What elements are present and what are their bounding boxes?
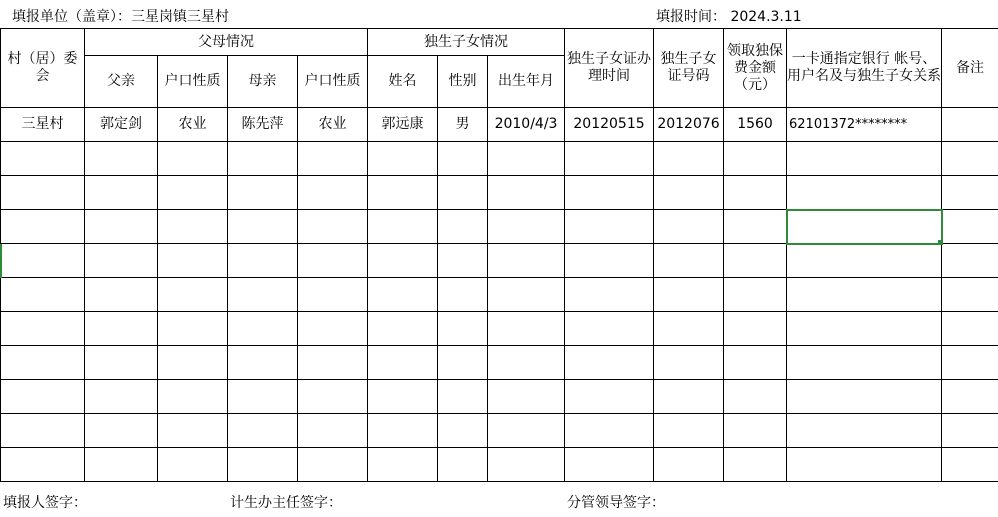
empty-cell[interactable] <box>438 346 488 380</box>
empty-cell[interactable] <box>158 278 228 312</box>
empty-cell[interactable] <box>368 278 438 312</box>
empty-cell[interactable] <box>787 414 942 448</box>
empty-cell[interactable] <box>488 244 565 278</box>
header-mother[interactable]: 母亲 <box>228 56 298 108</box>
empty-cell[interactable] <box>488 346 565 380</box>
empty-cell[interactable] <box>654 346 724 380</box>
cell-child-name[interactable]: 郭远康 <box>368 108 438 142</box>
empty-cell[interactable] <box>298 210 368 244</box>
empty-cell[interactable] <box>158 414 228 448</box>
table-row <box>1 448 998 482</box>
active-row-marker <box>0 244 2 278</box>
empty-cell[interactable] <box>368 414 438 448</box>
empty-cell[interactable] <box>368 312 438 346</box>
empty-cell[interactable] <box>942 380 998 414</box>
empty-cell[interactable] <box>85 278 158 312</box>
empty-cell[interactable] <box>488 142 565 176</box>
subsidy-table <box>0 28 998 482</box>
cell-village[interactable]: 三星村 <box>1 108 85 142</box>
empty-cell[interactable] <box>438 142 488 176</box>
cell-remark[interactable] <box>942 108 998 142</box>
empty-cell[interactable] <box>158 346 228 380</box>
empty-cell[interactable] <box>787 244 942 278</box>
empty-cell[interactable] <box>158 244 228 278</box>
empty-cell[interactable] <box>85 142 158 176</box>
empty-cell[interactable] <box>942 142 998 176</box>
fill-date-label: 填报时间： 2024.3.11 <box>656 9 802 25</box>
empty-cell[interactable] <box>724 380 787 414</box>
header-mother-hukou[interactable]: 户口性质 <box>298 56 368 108</box>
empty-cell[interactable] <box>942 448 998 482</box>
empty-cell[interactable] <box>438 312 488 346</box>
header-child-group[interactable]: 独生子女情况 <box>368 29 565 56</box>
empty-cell[interactable] <box>565 380 654 414</box>
table-row <box>1 380 998 414</box>
empty-cell[interactable] <box>1 448 85 482</box>
empty-cell[interactable] <box>228 244 298 278</box>
table-row <box>1 142 998 176</box>
empty-cell[interactable] <box>724 176 787 210</box>
empty-cell[interactable] <box>368 176 438 210</box>
empty-cell[interactable] <box>438 380 488 414</box>
empty-cell[interactable] <box>438 176 488 210</box>
empty-cell[interactable] <box>488 210 565 244</box>
cell-mother-hukou[interactable]: 农业 <box>298 108 368 142</box>
empty-cell[interactable] <box>654 380 724 414</box>
empty-cell[interactable] <box>565 176 654 210</box>
empty-cell[interactable] <box>942 414 998 448</box>
empty-cell[interactable] <box>654 176 724 210</box>
empty-cell[interactable] <box>85 244 158 278</box>
empty-cell[interactable] <box>787 278 942 312</box>
empty-cell[interactable] <box>1 346 85 380</box>
empty-cell[interactable] <box>368 210 438 244</box>
empty-cell[interactable] <box>298 176 368 210</box>
empty-cell[interactable] <box>85 380 158 414</box>
empty-cell[interactable] <box>565 346 654 380</box>
table-row <box>1 278 998 312</box>
empty-cell[interactable] <box>158 312 228 346</box>
empty-cell[interactable] <box>228 346 298 380</box>
cell-child-gender[interactable]: 男 <box>438 108 488 142</box>
empty-cell[interactable] <box>298 414 368 448</box>
empty-cell[interactable] <box>438 210 488 244</box>
empty-cell[interactable] <box>1 142 85 176</box>
empty-cell[interactable] <box>298 346 368 380</box>
empty-cell[interactable] <box>368 142 438 176</box>
filler-signature-label: 填报人签字： <box>3 495 87 511</box>
empty-cell[interactable] <box>488 414 565 448</box>
empty-cell[interactable] <box>158 176 228 210</box>
empty-cell[interactable] <box>488 448 565 482</box>
cell-amount[interactable]: 1560 <box>724 108 787 142</box>
empty-cell[interactable] <box>565 244 654 278</box>
leader-signature-label: 分管领导签字： <box>567 495 665 511</box>
cell-account[interactable]: 62101372******** <box>787 108 942 142</box>
cell-cert-date[interactable]: 20120515 <box>565 108 654 142</box>
empty-cell[interactable] <box>158 448 228 482</box>
empty-cell[interactable] <box>942 346 998 380</box>
empty-cell[interactable] <box>1 414 85 448</box>
empty-cell[interactable] <box>298 312 368 346</box>
empty-cell[interactable] <box>368 380 438 414</box>
empty-cell[interactable] <box>1 210 85 244</box>
empty-cell[interactable] <box>228 380 298 414</box>
header-child-name[interactable]: 姓名 <box>368 56 438 108</box>
empty-cell[interactable] <box>565 142 654 176</box>
empty-cell[interactable] <box>368 244 438 278</box>
empty-cell[interactable] <box>942 312 998 346</box>
empty-cell[interactable] <box>654 414 724 448</box>
empty-cell[interactable] <box>228 176 298 210</box>
table-row <box>1 108 998 142</box>
empty-cell[interactable] <box>228 312 298 346</box>
empty-cell[interactable] <box>654 312 724 346</box>
empty-cell[interactable] <box>228 448 298 482</box>
empty-cell[interactable] <box>942 244 998 278</box>
header-child-birth[interactable]: 出生年月 <box>488 56 565 108</box>
empty-cell[interactable] <box>565 414 654 448</box>
empty-cell[interactable] <box>1 176 85 210</box>
empty-cell[interactable] <box>565 312 654 346</box>
empty-cell[interactable] <box>942 176 998 210</box>
empty-cell[interactable] <box>1 312 85 346</box>
empty-cell[interactable] <box>298 244 368 278</box>
empty-cell[interactable] <box>565 278 654 312</box>
empty-cell[interactable] <box>228 142 298 176</box>
table-row <box>1 176 998 210</box>
empty-cell[interactable] <box>488 312 565 346</box>
empty-cell[interactable] <box>654 210 724 244</box>
empty-cell[interactable] <box>724 278 787 312</box>
header-father[interactable]: 父亲 <box>85 56 158 108</box>
cell-cert-no[interactable]: 2012076 <box>654 108 724 142</box>
table-row <box>1 312 998 346</box>
empty-cell[interactable] <box>565 448 654 482</box>
table-row <box>1 346 998 380</box>
empty-cell[interactable] <box>565 210 654 244</box>
header-cert-date[interactable]: 独生子女证办理时间 <box>565 29 654 108</box>
empty-cell[interactable] <box>368 346 438 380</box>
empty-cell[interactable] <box>724 414 787 448</box>
office-director-signature-label: 计生办主任签字： <box>230 495 342 511</box>
empty-cell[interactable] <box>158 142 228 176</box>
empty-cell[interactable] <box>654 278 724 312</box>
empty-cell[interactable] <box>298 380 368 414</box>
empty-cell[interactable] <box>942 210 998 244</box>
empty-cell[interactable] <box>488 176 565 210</box>
empty-cell[interactable] <box>654 244 724 278</box>
empty-cell[interactable] <box>724 448 787 482</box>
empty-cell[interactable] <box>787 176 942 210</box>
empty-cell[interactable] <box>1 244 85 278</box>
header-remark[interactable]: 备注 <box>942 29 998 108</box>
empty-cell[interactable] <box>298 278 368 312</box>
empty-cell[interactable] <box>724 244 787 278</box>
empty-cell[interactable] <box>724 312 787 346</box>
empty-cell[interactable] <box>942 278 998 312</box>
empty-cell[interactable] <box>85 346 158 380</box>
header-amount[interactable]: 领取独保费金额（元） <box>724 29 787 108</box>
empty-cell[interactable] <box>1 380 85 414</box>
empty-cell[interactable] <box>438 278 488 312</box>
fill-unit-label: 填报单位（盖章）：三星岗镇三星村 <box>12 9 229 25</box>
empty-cell[interactable] <box>438 414 488 448</box>
empty-cell[interactable] <box>85 312 158 346</box>
table-row <box>1 414 998 448</box>
table-row <box>1 210 998 244</box>
cell-father[interactable]: 郭定剑 <box>85 108 158 142</box>
empty-cell[interactable] <box>85 414 158 448</box>
empty-cell[interactable] <box>1 278 85 312</box>
empty-cell[interactable] <box>85 448 158 482</box>
empty-cell[interactable] <box>228 414 298 448</box>
cell-mother[interactable]: 陈先萍 <box>228 108 298 142</box>
empty-cell[interactable] <box>787 380 942 414</box>
empty-cell[interactable] <box>488 380 565 414</box>
empty-cell[interactable] <box>158 380 228 414</box>
empty-cell[interactable] <box>298 142 368 176</box>
empty-cell[interactable] <box>85 176 158 210</box>
empty-cell[interactable] <box>724 210 787 244</box>
header-parents-group[interactable]: 父母情况 <box>85 29 368 56</box>
empty-cell[interactable] <box>228 210 298 244</box>
empty-cell[interactable] <box>488 278 565 312</box>
header-father-hukou[interactable]: 户口性质 <box>158 56 228 108</box>
empty-cell[interactable] <box>787 448 942 482</box>
header-account[interactable]: 一卡通指定银行 帐号、用户名及与独生子女关系 <box>787 29 942 108</box>
empty-cell[interactable] <box>158 210 228 244</box>
empty-cell[interactable] <box>228 278 298 312</box>
empty-cell[interactable] <box>787 312 942 346</box>
header-village[interactable]: 村（居）委会 <box>1 29 85 108</box>
selected-cell[interactable] <box>787 210 942 244</box>
cell-child-birth[interactable]: 2010/4/3 <box>488 108 565 142</box>
empty-cell[interactable] <box>787 346 942 380</box>
header-child-gender[interactable]: 性别 <box>438 56 488 108</box>
empty-cell[interactable] <box>654 448 724 482</box>
empty-cell[interactable] <box>438 244 488 278</box>
table-row <box>1 244 998 278</box>
empty-cell[interactable] <box>368 448 438 482</box>
empty-cell[interactable] <box>724 346 787 380</box>
header-cert-no[interactable]: 独生子女证号码 <box>654 29 724 108</box>
empty-cell[interactable] <box>438 448 488 482</box>
cell-father-hukou[interactable]: 农业 <box>158 108 228 142</box>
empty-cell[interactable] <box>787 142 942 176</box>
empty-cell[interactable] <box>298 448 368 482</box>
empty-cell[interactable] <box>724 142 787 176</box>
empty-cell[interactable] <box>654 142 724 176</box>
empty-cell[interactable] <box>85 210 158 244</box>
